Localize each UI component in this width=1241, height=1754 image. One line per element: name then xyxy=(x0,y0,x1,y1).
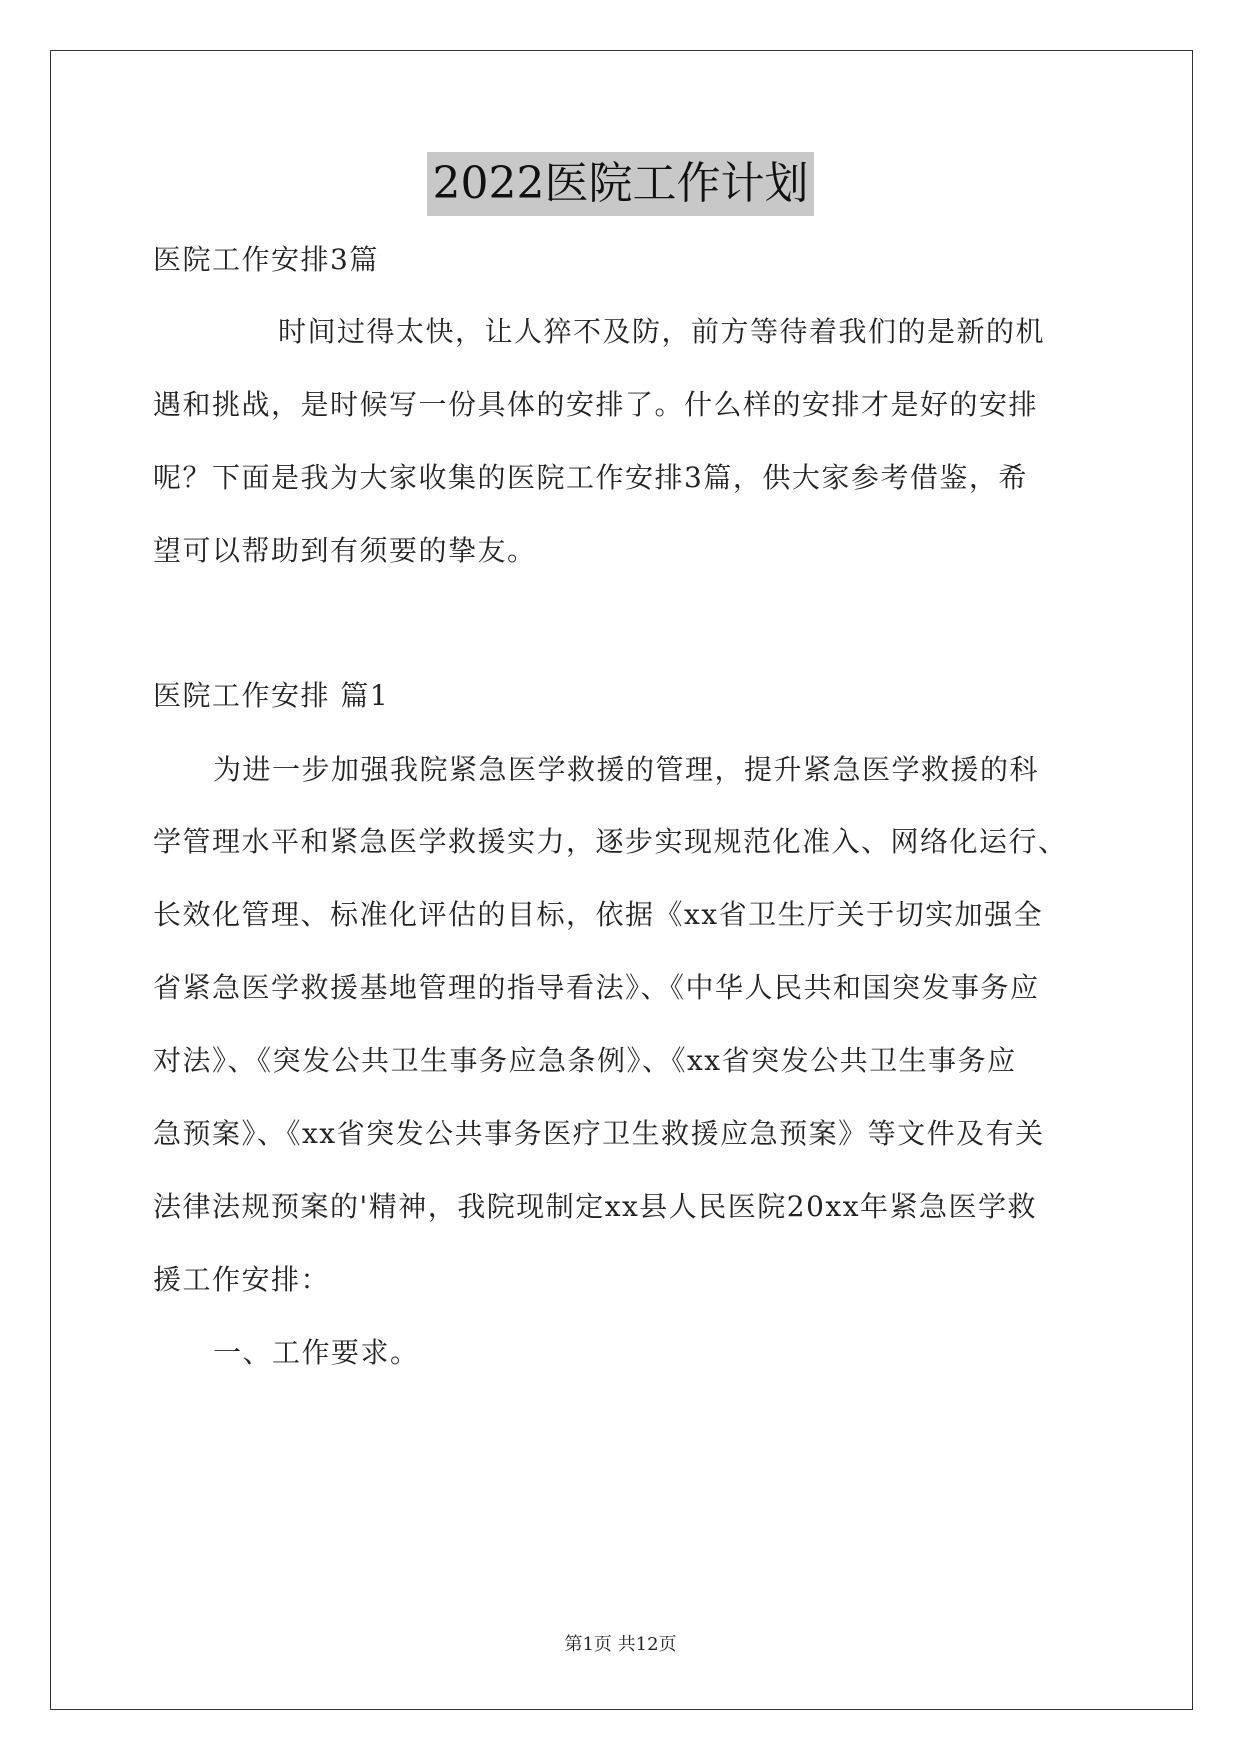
body-line: 学管理水平和紧急医学救援实力，逐步实现规范化准入、网络化运行、 xyxy=(153,825,1068,858)
body-line: 为进一步加强我院紧急医学救援的管理，提升紧急医学救援的科 xyxy=(213,753,1040,786)
document-title: 2022医院工作计划 xyxy=(427,152,815,216)
subtitle: 医院工作安排3篇 xyxy=(153,243,379,276)
body-line: 长效化管理、标准化评估的目标，依据《xx省卫生厅关于切实加强全 xyxy=(153,898,1044,931)
page-border xyxy=(50,50,1193,1710)
intro-line: 呢？下面是我为大家收集的医院工作安排3篇，供大家参考借鉴，希 xyxy=(153,461,1028,494)
body-line: 法律法规预案的'精神，我院现制定xx县人民医院20xx年紧急医学救 xyxy=(153,1190,1037,1223)
body-line: 省紧急医学救援基地管理的指导看法》、《中华人民共和国突发事务应 xyxy=(153,971,1040,1004)
section-heading: 医院工作安排 篇1 xyxy=(153,679,390,712)
body-line: 援工作安排： xyxy=(153,1263,331,1296)
page-footer: 第1页 共12页 xyxy=(564,1634,677,1655)
body-line: 急预案》、《xx省突发公共事务医疗卫生救援应急预案》等文件及有关 xyxy=(153,1117,1045,1150)
title-container xyxy=(0,152,1241,216)
intro-line: 遇和挑战，是时候写一份具体的安排了。什么样的安排才是好的安排 xyxy=(153,388,1039,421)
intro-line: 时间过得太快，让人猝不及防，前方等待着我们的是新的机 xyxy=(278,315,1046,348)
intro-line: 望可以帮助到有须要的挚友。 xyxy=(153,534,537,567)
list-item: 一、工作要求。 xyxy=(213,1336,420,1369)
body-line: 对法》、《突发公共卫生事务应急条例》、《xx省突发公共卫生事务应 xyxy=(153,1044,1017,1077)
